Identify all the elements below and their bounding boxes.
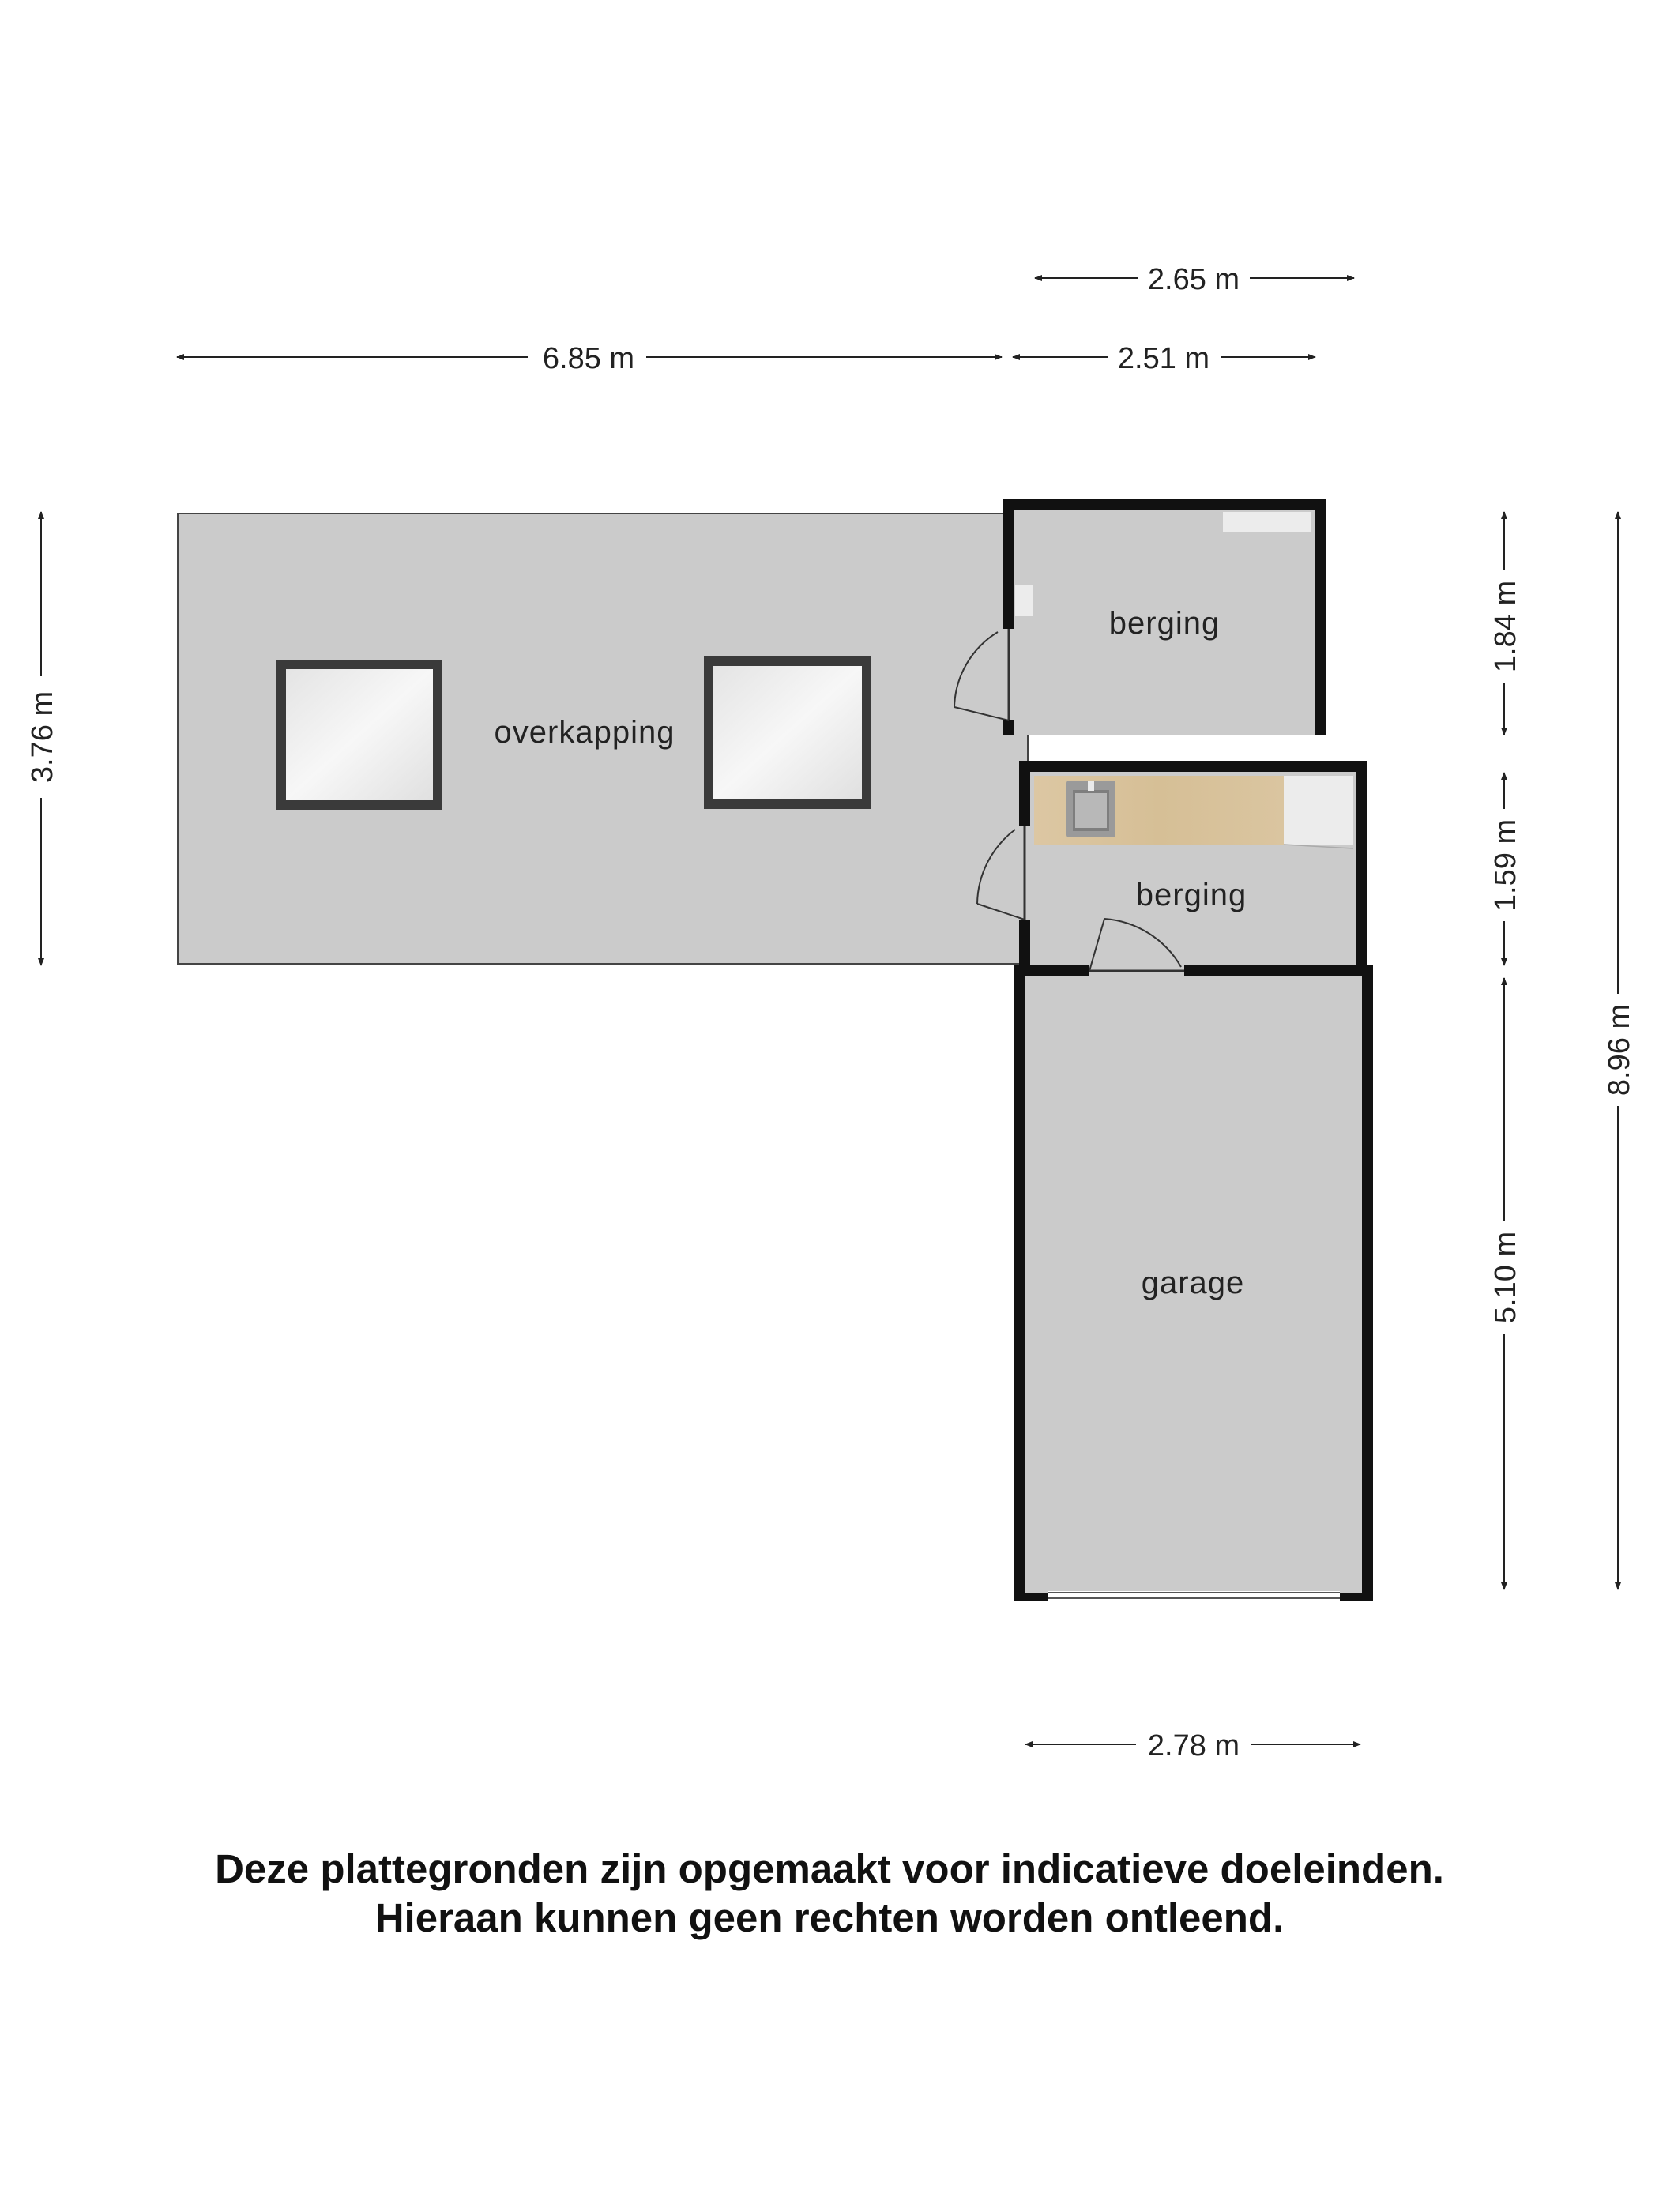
dimension-top-left	[177, 342, 1002, 375]
room-label-garage: garage	[1141, 1266, 1245, 1300]
dimension-label-right-top: 1.84 m	[1489, 580, 1522, 673]
dimension-label-right-bottom: 5.10 m	[1489, 1231, 1522, 1324]
room-label-berging-middle: berging	[1135, 878, 1247, 912]
skylight-right	[704, 656, 871, 809]
dimension-label-left: 3.76 m	[26, 690, 59, 784]
sink-icon	[1066, 781, 1115, 837]
disclaimer-line-2: Hieraan kunnen geen rechten worden ontleend.	[374, 1895, 1285, 1940]
dimension-right-top	[1489, 512, 1522, 735]
dimension-left	[26, 512, 59, 965]
dimension-right-middle	[1489, 773, 1522, 965]
dimension-top-right	[1013, 342, 1315, 375]
dimension-right-total	[1603, 512, 1636, 1589]
dimension-top-outer	[1035, 263, 1354, 296]
dimension-label-right-total: 8.96 m	[1603, 1003, 1636, 1097]
disclaimer-line-1: Deze plattegronden zijn opgemaakt voor indicatieve doeleinden.	[215, 1846, 1444, 1891]
room-label-overkapping: overkapping	[494, 715, 675, 750]
skylight-left	[276, 660, 442, 810]
dimension-label-top-left: 6.85 m	[542, 342, 635, 375]
dimension-bottom	[1025, 1729, 1360, 1762]
disclaimer	[0, 1845, 1659, 1943]
dimension-label-top-right: 2.51 m	[1117, 342, 1210, 375]
room-label-berging-top: berging	[1108, 606, 1221, 641]
dimension-right-bottom	[1489, 978, 1522, 1589]
dimension-label-bottom: 2.78 m	[1147, 1729, 1240, 1762]
dimension-label-top-outer: 2.65 m	[1147, 263, 1240, 296]
dimension-label-right-middle: 1.59 m	[1489, 818, 1522, 912]
